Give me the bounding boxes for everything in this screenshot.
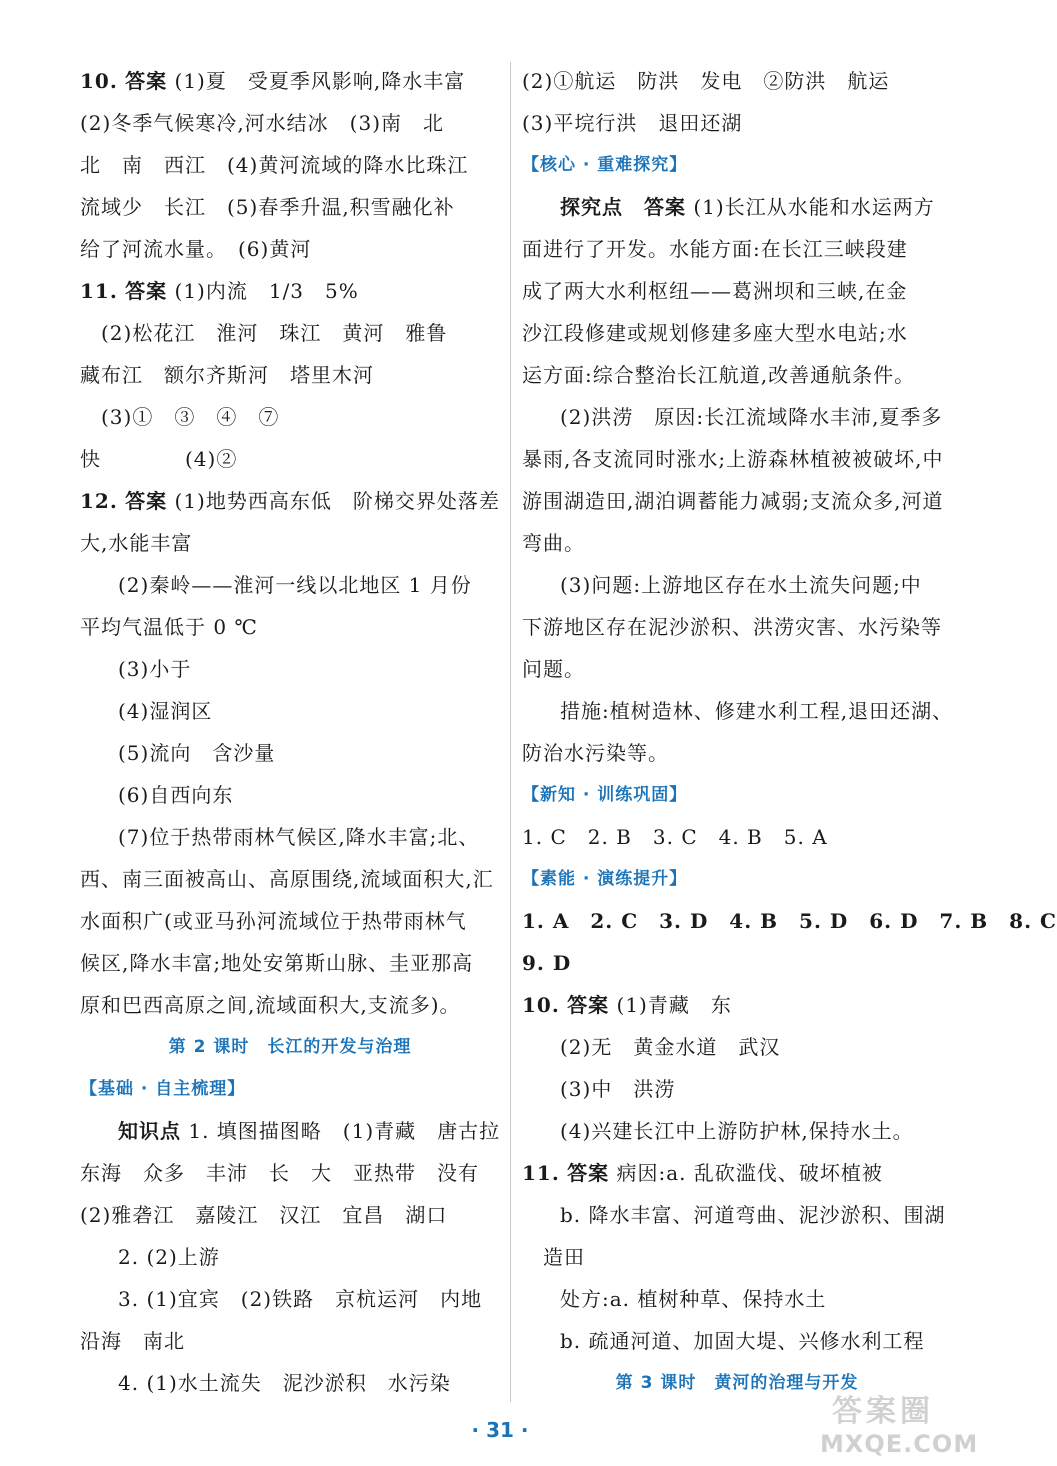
text-line: 沙江段修建或规划修建多座大型水电站;水 (522, 321, 908, 345)
text-line: (2)①航运 防洪 发电 ②防洪 航运 (522, 69, 890, 93)
watermark-top-text: 答案圈 (832, 1394, 934, 1429)
text-line: 北 南 西江 (4)黄河流域的降水比珠江 (80, 153, 469, 177)
left-column (80, 60, 500, 1404)
text-line: 水面积广(或亚马孙河流域位于热带雨林气 (80, 909, 467, 933)
watermark-bottom-text: MXQE.COM (820, 1430, 979, 1458)
answer-label: 答案 (125, 69, 168, 93)
text-line: (2)雅砻江 嘉陵江 汉江 宜昌 湖口 (80, 1203, 448, 1227)
answer-text: (1)夏 受夏季风影响,降水丰富 (174, 69, 466, 93)
text-line: (4)兴建长江中上游防护林,保持水土。 (560, 1119, 914, 1143)
text-line: (6)自西向东 (118, 783, 234, 807)
page-number: · 31 · (471, 1418, 529, 1442)
text-line: 快 (4)② (80, 447, 238, 471)
knowledge-line (522, 186, 952, 228)
text-line: (3)平垸行洪 退田还湖 (522, 111, 743, 135)
text-line: 下游地区存在泥沙淤积、洪涝灾害、水污染等 (522, 615, 942, 639)
point-label: 探究点 答案 (560, 195, 686, 219)
text-line: (5)流向 含沙量 (118, 741, 276, 765)
text-line: 原和巴西高原之间,流域面积大,支流多)。 (80, 993, 461, 1017)
knowledge-line (80, 1110, 500, 1152)
text-line: (3)中 洪涝 (560, 1077, 676, 1101)
text-line: 游围湖造田,湖泊调蓄能力减弱;支流众多,河道 (522, 489, 944, 513)
text-line: (2)冬季气候寒冷,河水结冰 (3)南 北 (80, 111, 445, 135)
answer-text: 病因:a. 乱砍滥伐、破坏植被 (616, 1161, 883, 1185)
text-line: (2)无 黄金水道 武汉 (560, 1035, 781, 1059)
section-header: 【核心 · 重难探究】 (522, 155, 688, 175)
question-number: 11. (522, 1161, 560, 1185)
text-line: (3)小于 (118, 657, 192, 681)
text-line: 运方面:综合整治长江航道,改善通航条件。 (522, 363, 916, 387)
text-line: 流域少 长江 (5)春季升温,积雪融化补 (80, 195, 455, 219)
answer-text: (1)地势西高东低 阶梯交界处落差 (174, 489, 500, 513)
text-line: 防治水污染等。 (522, 741, 669, 765)
text-line: 问题。 (522, 657, 585, 681)
text-line: (7)位于热带雨林气候区,降水丰富;北、 (118, 825, 480, 849)
question-number: 10. (522, 993, 560, 1017)
text-line: b. 疏通河道、加固大堤、兴修水利工程 (560, 1329, 925, 1353)
text-line: (2)洪涝 原因:长江流域降水丰沛,夏季多 (560, 405, 943, 429)
point-label: 知识点 (118, 1119, 181, 1143)
answer-line (522, 1152, 952, 1194)
text-line: 4. (1)水土流失 泥沙淤积 水污染 (118, 1371, 451, 1395)
text-line: 给了河流水量。 (6)黄河 (80, 237, 312, 261)
text-line: (2)秦岭——淮河一线以北地区 1 月份 (118, 573, 472, 597)
text-line: 东海 众多 丰沛 长 大 亚热带 没有 (80, 1161, 479, 1185)
column-divider (510, 62, 511, 1402)
section-header: 【素能 · 演练提升】 (522, 869, 688, 889)
text-line: 3. (1)宜宾 (2)铁路 京杭运河 内地 (118, 1287, 483, 1311)
text-line: 沿海 南北 (80, 1329, 185, 1353)
point-text: (1)长江从水能和水运两方 (693, 195, 935, 219)
text-line: (3)问题:上游地区存在水土流失问题;中 (560, 573, 922, 597)
text-line: 成了两大水利枢纽——葛洲坝和三峡,在金 (522, 279, 908, 303)
text-line: 西、南三面被高山、高原围绕,流域面积大,汇 (80, 867, 494, 891)
answer-line (80, 60, 500, 102)
text-line: b. 降水丰富、河道弯曲、泥沙淤积、围湖 (560, 1203, 946, 1227)
text-line: 藏布江 额尔齐斯河 塔里木河 (80, 363, 374, 387)
question-number: 12. (80, 489, 118, 513)
text-line: 造田 (522, 1245, 585, 1269)
text-line: 1. C 2. B 3. C 4. B 5. A (522, 825, 828, 849)
question-number: 11. (80, 279, 118, 303)
right-column (522, 60, 1057, 1404)
text-line: 处方:a. 植树种草、保持水土 (560, 1287, 827, 1311)
text-line: 面进行了开发。水能方面:在长江三峡段建 (522, 237, 908, 261)
text-line: (3)① ③ ④ ⑦ (80, 405, 280, 429)
answer-line (80, 480, 500, 522)
answer-text: (1)内流 1/3 5% (174, 279, 359, 303)
answer-label: 答案 (125, 279, 168, 303)
answer-label: 答案 (567, 993, 610, 1017)
answer-label: 答案 (125, 489, 168, 513)
choice-answers: 9. D (522, 951, 572, 975)
text-line: (4)湿润区 (118, 699, 213, 723)
choice-answers: 1. A 2. C 3. D 4. B 5. D 6. D 7. B 8. C (522, 909, 1057, 933)
answer-label: 答案 (567, 1161, 610, 1185)
lesson-title: 第 2 课时 长江的开发与治理 (168, 1037, 412, 1057)
question-number: 10. (80, 69, 118, 93)
answer-line (80, 270, 500, 312)
answer-text: (1)青藏 东 (616, 993, 732, 1017)
lesson-title: 第 3 课时 黄河的治理与开发 (615, 1373, 859, 1393)
answer-line (522, 984, 952, 1026)
section-header: 【新知 · 训练巩固】 (522, 785, 688, 805)
text-line: 大,水能丰富 (80, 531, 193, 555)
point-text: 1. 填图描图略 (1)青藏 唐古拉 (188, 1119, 501, 1143)
watermark-logo (820, 1386, 990, 1458)
text-line: 措施:植树造林、修建水利工程,退田还湖、 (560, 699, 954, 723)
text-line: (2)松花江 淮河 珠江 黄河 雅鲁 (80, 321, 448, 345)
text-line: 候区,降水丰富;地处安第斯山脉、圭亚那高 (80, 951, 474, 975)
text-line: 2. (2)上游 (118, 1245, 220, 1269)
text-line: 平均气温低于 0 ℃ (80, 615, 258, 639)
text-line: 暴雨,各支流同时涨水;上游森林植被被破坏,中 (522, 447, 944, 471)
text-line: 弯曲。 (522, 531, 585, 555)
section-header: 【基础 · 自主梳理】 (80, 1079, 246, 1099)
